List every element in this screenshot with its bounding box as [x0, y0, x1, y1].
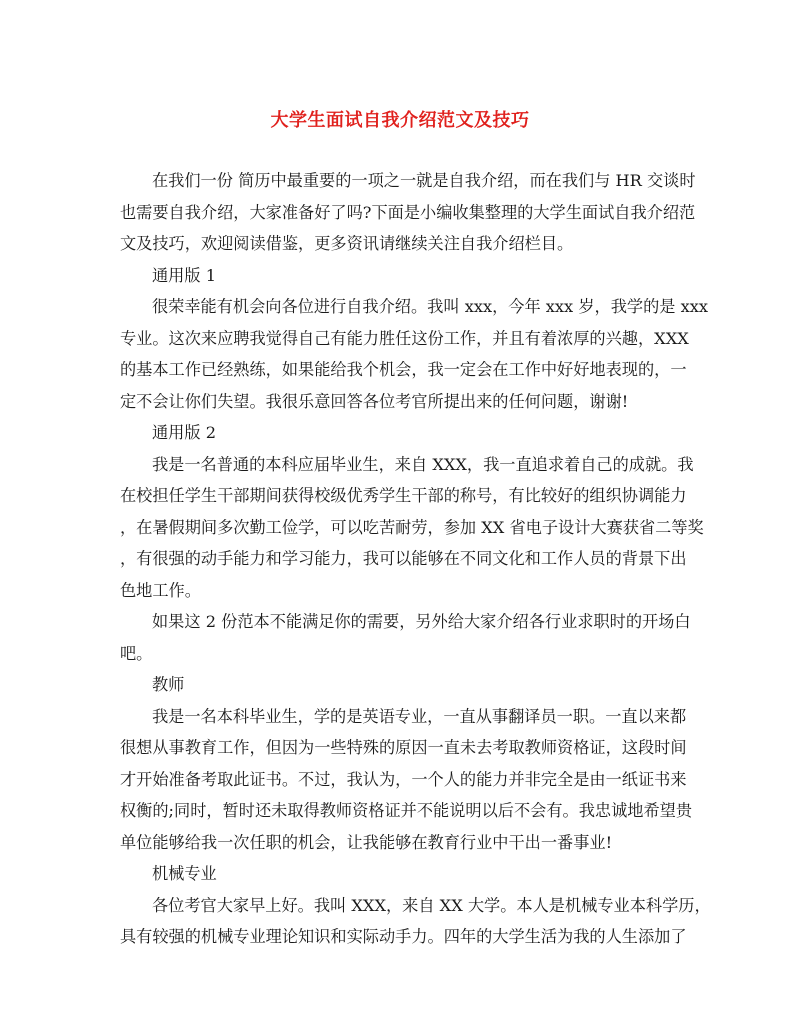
paragraph-line: 单位能够给我一次任职的机会，让我能够在教育行业中干出一番事业! [120, 832, 613, 852]
document-body [120, 165, 711, 953]
paragraph-line: 吧。 [120, 643, 153, 663]
paragraph-line: 在我们一份 简历中最重要的一项之一就是自我介绍，而在我们与 HR 交谈时 [152, 171, 696, 190]
paragraph-line: 具有较强的机械专业理论知识和实际动手力。四年的大学生活为我的人生添加了 [120, 927, 687, 946]
paragraph-line: 很荣幸能有机会向各位进行自我介绍。我叫 xxx，今年 xxx 岁，我学的是 xxx [152, 297, 708, 316]
paragraph-line: 我是一名普通的本科应届毕业生，来自 XXX，我一直追求着自己的成就。我 [152, 454, 694, 474]
paragraph-line: 很想从事教育工作，但因为一些特殊的原因一直未去考取教师资格证，这段时间 [120, 738, 687, 757]
document-title: 大学生面试自我介绍范文及技巧 [270, 110, 530, 131]
paragraph-line: 也需要自我介绍，大家准备好了吗?下面是小编收集整理的大学生面试自我介绍范 [120, 202, 696, 222]
paragraph-line: 在校担任学生干部期间获得校级优秀学生干部的称号，有比较好的组织协调能力 [120, 486, 687, 505]
paragraph-line: 各位考官大家早上好。我叫 XXX，来自 XX 大学。本人是机械专业本科学历， [152, 895, 711, 915]
paragraph-line: 色地工作。 [120, 580, 201, 600]
section-heading: 通用版 1 [152, 265, 217, 285]
paragraph-line: 权衡的;同时，暂时还未取得教师资格证并不能说明以后不会有。我忠诚地希望贵 [120, 801, 693, 820]
paragraph-line: 才开始准备考取此证书。不过，我认为，一个人的能力并非完全是由一纸证书来 [120, 769, 687, 789]
paragraph-line: 的基本工作已经熟练，如果能给我个机会，我一定会在工作中好好地表现的，一 [120, 360, 687, 379]
paragraph-line: ，在暑假期间多次勤工俭学，可以吃苦耐劳，参加 XX 省电子设计大赛获省二等奖 [120, 517, 704, 537]
paragraph-line: 如果这 2 份范本不能满足你的需要，另外给大家介绍各行业求职时的开场白 [152, 612, 691, 631]
paragraph-line: 我是一名本科毕业生，学的是英语专业，一直从事翻译员一职。一直以来都 [152, 706, 687, 726]
paragraph-line: ，有很强的动手能力和学习能力，我可以能够在不同文化和工作人员的背景下出 [120, 549, 687, 568]
section-heading: 机械专业 [152, 864, 217, 883]
section-heading: 通用版 2 [152, 423, 217, 442]
paragraph-line: 专业。这次来应聘我觉得自己有能力胜任这份工作，并且有着浓厚的兴趣，XXX [120, 328, 689, 348]
section-heading: 教师 [152, 675, 185, 694]
paragraph-line: 文及技巧，欢迎阅读借鉴，更多资讯请继续关注自我介绍栏目。 [120, 234, 574, 253]
paragraph-line: 定不会让你们失望。我很乐意回答各位考官所提出来的任何问题，谢谢! [120, 391, 629, 411]
